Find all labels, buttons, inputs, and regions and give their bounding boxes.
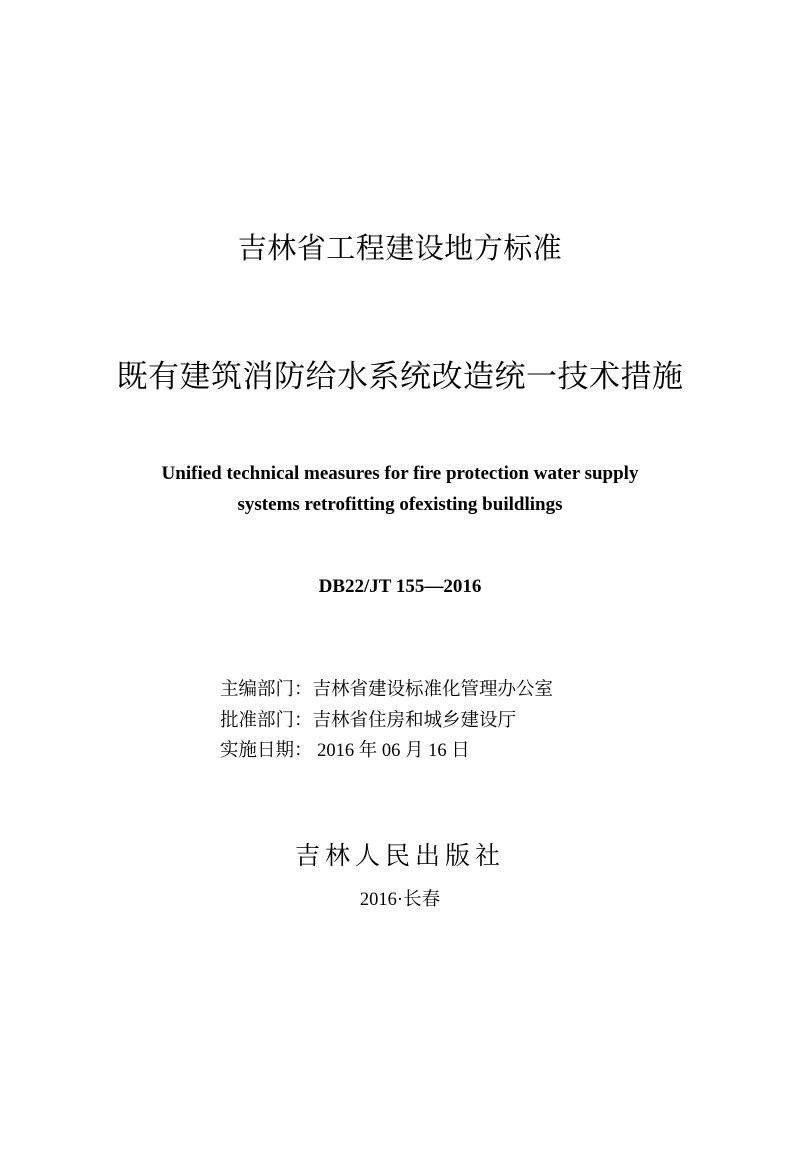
approval-department-label: 批准部门：: [220, 710, 313, 731]
editor-department-label: 主编部门：: [220, 679, 313, 700]
chinese-title: 既有建筑消防给水系统改造统一技术措施: [116, 359, 684, 395]
standard-category-heading: 吉林省工程建设地方标准: [237, 231, 563, 265]
editor-department-row: [220, 675, 553, 701]
editor-department-value: 吉林省建设标准化管理办公室: [312, 679, 554, 700]
effective-date-row: [220, 736, 470, 762]
approval-department-value: 吉林省住房和城乡建设厅: [312, 710, 517, 731]
effective-date-value: 2016 年 06 月 16 日: [312, 741, 470, 761]
publication-year-place: 2016·长春: [359, 890, 441, 910]
english-title-line-1: Unified technical measures for fire protection water supply: [161, 463, 639, 484]
english-title-line-2: systems retrofitting ofexisting buildlings: [237, 494, 563, 515]
approval-department-row: [220, 706, 516, 732]
standard-code: DB22/JT 155—2016: [318, 576, 482, 597]
publisher-name: 吉林人民出版社: [294, 841, 505, 870]
effective-date-label: 实施日期：: [220, 740, 313, 761]
